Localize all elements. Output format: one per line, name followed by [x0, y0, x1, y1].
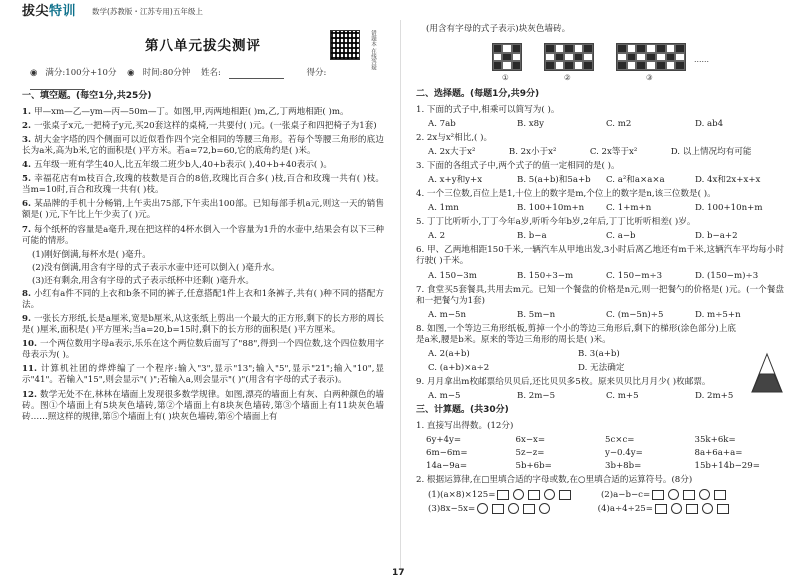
- clock-icon: ◉: [30, 68, 38, 78]
- question-3: 3. 胡大金字塔的四个侧面可以近似看作四个完全相同的等腰三角形。若每个等腰三角形的底边长为a米,高为b米,它的面积是( )平方米。若a=72,b=60,它的底角约是( )米。: [22, 134, 384, 156]
- question-8: 8. 小红有a件不同的上衣和b条不同的裤子,任意搭配1件上衣和1条裤子,共有( )种不同的搭配方法。: [22, 288, 384, 310]
- question-6: 6. 某品牌的手机十分畅销,上午卖出75部,下午卖出100部。已知每部手机a元,则这一天的销售额是( )元,下午比上午少卖了( )元。: [22, 199, 384, 221]
- choice-5: 5. 丁丁比听听小,丁丁今年a岁,听听今年b岁,2年后,丁丁比听听相差( )岁。: [416, 217, 696, 228]
- choice-9: 9. 月月拿出m枚邮票给贝贝后,还比贝贝多5枚。原来贝贝比月月少( )枚邮票。: [416, 377, 711, 388]
- answer-box[interactable]: [523, 504, 535, 514]
- operator-circle[interactable]: [671, 503, 682, 514]
- operator-circle[interactable]: [477, 503, 488, 514]
- pattern-label-3: ③: [646, 73, 653, 82]
- calc-item[interactable]: 6m−6m=: [426, 447, 468, 458]
- question-4: 4. 五年级一班有学生40人,比五年级二班少b人,40+b表示( ),40+b+40表示( )。: [22, 160, 332, 171]
- choice-3: 3. 下面的各组式子中,两个式子的值一定相同的是( )。: [416, 160, 620, 171]
- question-11: 11. 计算机社团的烨烨编了一个程序:输入"3",显示"13";输入"5",显示"21";输入"10",显示"41"。若输入"15",则会显示"( )";若输入a,则会显示"( )"(用含有字母的式子表示)。: [22, 364, 384, 386]
- question-10: 10. 一个两位数用字母a表示,乐乐在这个两位数后面写了"88",得到一个四位数,这个四位数用字母表示为( )。: [22, 339, 384, 361]
- timer-icon: ◉: [127, 68, 135, 78]
- question-1: 1. 甲—xm—乙—ym—丙—50m—丁。如图,甲,丙两地相距( )m,乙,丁两地相距( )m。: [22, 106, 349, 117]
- choice-8-options-row2: C. (a+b)×a÷2 D. 无法确定: [428, 363, 625, 374]
- choice-1-options: A. 7ab B. x8y C. m2 D. ab4: [428, 118, 724, 129]
- pattern-label-2: ②: [564, 73, 571, 82]
- brand-part-b: 特训: [49, 4, 77, 19]
- calc-item[interactable]: 35k+6k=: [694, 434, 736, 445]
- question-7-part-1: (1)刚好倒满,每杯水是( )毫升。: [32, 249, 151, 260]
- choice-8-options: A. 2(a+b) B. 3(a+b): [428, 349, 620, 360]
- question-2: 2. 一张桌子x元,一把椅子y元,买20套这样的桌椅,一共要付( )元。(一张桌子和四把椅子为1套): [22, 120, 377, 131]
- choice-2: 2. 2x与x²相比,( )。: [416, 132, 493, 143]
- page-title: 第八单元拔尖测评: [145, 38, 261, 54]
- calc-question-1: 1. 直接写出得数。(12分): [416, 420, 514, 431]
- question-7-part-2: (2)没有倒满,用含有字母的式子表示水壶中还可以倒入( )毫升水。: [32, 262, 280, 273]
- answer-box[interactable]: [714, 490, 726, 500]
- calc-item[interactable]: y−0.4y=: [605, 447, 643, 458]
- name-label: 姓名:: [200, 68, 221, 78]
- section-calculation: 三、计算题。(共30分): [416, 405, 509, 416]
- time-limit: 时间:80分钟: [142, 68, 191, 78]
- calc-item[interactable]: 3b+8b=: [605, 460, 642, 471]
- section-choice: 二、选择题。(每题1分,共9分): [416, 89, 540, 99]
- answer-box[interactable]: [717, 504, 729, 514]
- operator-circle[interactable]: [513, 489, 524, 500]
- question-7: 7. 每个纸杯的容量是a毫升,现在把这样的4杯水倒入一个容量为1升的水壶中,结果会有以下三种可能的情形。: [22, 224, 384, 246]
- operator-circle[interactable]: [702, 503, 713, 514]
- column-divider: [400, 20, 401, 570]
- calc-item[interactable]: 6x−x=: [515, 434, 546, 445]
- calc-item[interactable]: 6y+4y=: [426, 434, 462, 445]
- brand-part-a: 拔尖: [22, 4, 50, 19]
- choice-5-options: A. 2 B. b−a C. a−b D. b−a+2: [428, 231, 738, 242]
- answer-box[interactable]: [559, 490, 571, 500]
- operation-law-row-1: (1)(a×8)×125= (2)a−b−c=: [428, 489, 784, 501]
- page-number: 17: [392, 568, 405, 578]
- wall-pattern-2: [544, 43, 594, 71]
- operator-circle[interactable]: [539, 503, 550, 514]
- choice-9-options: A. m−5 B. 2m−5 C. m+5 D. 2m+5: [428, 391, 734, 402]
- answer-box[interactable]: [683, 490, 695, 500]
- right-column: [416, 24, 784, 517]
- answer-box[interactable]: [652, 490, 664, 500]
- score-label: 得分:: [306, 68, 327, 78]
- section-fill-blank: 一、填空题。(每空1分,共25分): [22, 91, 152, 101]
- choice-8: 8. 如图,一个等边三角形纸板,剪掉一个小的等边三角形后,剩下的梯形(涂色部分)上底是a米,腰是b米。原来的等边三角形的周长是( )米。: [416, 323, 736, 345]
- operator-circle[interactable]: [508, 503, 519, 514]
- left-column: [22, 88, 384, 426]
- page-header: [0, 0, 800, 20]
- question-12-continued: (用含有字母的式子表示)块灰色墙砖。: [426, 24, 571, 34]
- series-label: 数学(苏教版・江苏专用)五年级上: [92, 7, 203, 16]
- answer-box[interactable]: [528, 490, 540, 500]
- calc-item[interactable]: 5c×c=: [605, 434, 635, 445]
- choice-6: 6. 甲、乙两地相距150千米,一辆汽车从甲地出发,3小时后离乙地还有m千米,这辆汽车平均每小时行驶( )千米。: [416, 245, 784, 267]
- answer-box[interactable]: [686, 504, 698, 514]
- choice-4: 4. 一个三位数,百位上是1,十位上的数字是m,个位上的数字是n,该三位数是( )。: [416, 189, 716, 200]
- calc-item[interactable]: 14a−9a=: [426, 460, 468, 471]
- question-9: 9. 一张长方形纸,长是a厘米,宽是b厘米,从这张纸上剪出一个最大的正方形,剩下的长方形的周长是( )厘米,面积是( )平方厘米;当a=20,b=15时,剩下的长方形的面积是( )平方厘米。: [22, 314, 384, 336]
- calc-question-2: 2. 根据运算律,在□里填合适的字母或数,在○里填合适的运算符号。(8分): [416, 474, 693, 485]
- wall-pattern-1: [492, 43, 522, 71]
- qr-label: 错题本 在线答疑: [370, 30, 376, 71]
- question-7-part-3: (3)还有剩余,用含有字母的式子表示纸杯中还剩( )毫升水。: [32, 275, 254, 286]
- qr-code-icon[interactable]: [330, 30, 360, 60]
- answer-box[interactable]: [497, 490, 509, 500]
- operator-circle[interactable]: [668, 489, 679, 500]
- pattern-ellipsis: ……: [694, 55, 709, 64]
- brand-logo: [22, 4, 76, 21]
- choice-2-options: A. 2x大于x² B. 2x小于x² C. 2x等于x² D. 以上情况均有可能: [428, 146, 752, 157]
- question-12: 12. 数学无处不在,林林在墙面上发现很多数学规律。如图,漂亮的墙面上有灰、白两种颜色的墙砖。图①个墙面上有5块灰色墙砖,第②个墙面上有8块灰色墙砖,第③个墙面上有11块灰色墙砖……照这样的规律,第⑤个墙面上有( )块灰色墙砖,第⑥个墙面上有: [22, 389, 384, 422]
- trapezoid-shaded: [752, 374, 782, 392]
- choice-7-options: A. m−5n B. 5m−n C. (m−5n)÷5 D. m÷5+n: [428, 309, 741, 320]
- operator-circle[interactable]: [544, 489, 555, 500]
- name-field[interactable]: [229, 70, 284, 79]
- wall-pattern-3: [616, 43, 686, 71]
- triangle-figure: [750, 352, 784, 394]
- operator-circle[interactable]: [699, 489, 710, 500]
- operation-law-row-2: (3)8x−5x= (4)a÷4÷25=: [428, 503, 784, 515]
- calc-item[interactable]: 5z−z=: [515, 447, 545, 458]
- choice-6-options: A. 150−3m B. 150÷3−m C. 150−m÷3 D. (150−m)÷3: [428, 270, 759, 281]
- pattern-label-1: ①: [502, 73, 509, 82]
- choice-3-options: A. x+y和y+x B. 5(a+b)和5a+b C. a²和a×a×a D. 4x和2x+x+x: [428, 175, 761, 186]
- choice-7: 7. 食堂买5套餐具,共用去m元。已知一个餐盘的价格是n元,则一把餐勺的价格是( )元。(一个餐盘和一把餐勺为1套): [416, 284, 784, 306]
- wall-patterns-figure: [482, 43, 784, 85]
- question-5: 5. 幸福花店有m枝百合,玫瑰的枝数是百合的8倍,玫瑰比百合多( )枝,百合和玫瑰一共有( )枝。当m=10时,百合和玫瑰一共有( )枝。: [22, 174, 384, 196]
- calc-item[interactable]: 8a+6a+a=: [694, 447, 743, 458]
- answer-box[interactable]: [492, 504, 504, 514]
- choice-1: 1. 下面的式子中,相乘可以简写为( )。: [416, 104, 560, 115]
- calc-grid: [426, 435, 784, 472]
- calc-item[interactable]: 15b+14b−29=: [694, 460, 760, 471]
- calc-item[interactable]: 5b+6b=: [515, 460, 552, 471]
- exam-meta: [30, 68, 380, 90]
- answer-box[interactable]: [655, 504, 667, 514]
- score-full: 满分:100分+10分: [45, 68, 117, 78]
- choice-4-options: A. 1mn B. 100+10m+n C. 1+m+n D. 100+10n+m: [428, 203, 763, 214]
